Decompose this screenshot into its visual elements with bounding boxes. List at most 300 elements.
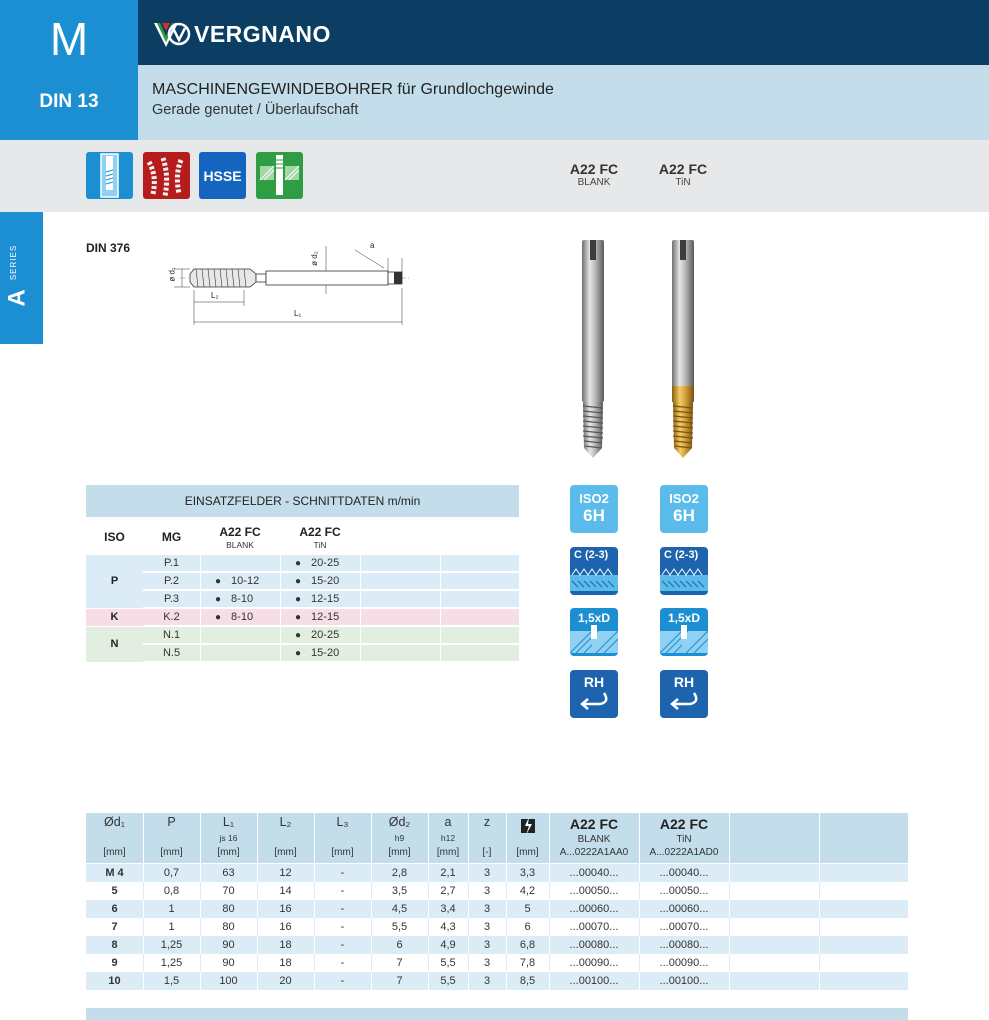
article-code-cell: ...00100... xyxy=(569,975,619,987)
tap-photo-blank xyxy=(578,236,608,461)
column-divider xyxy=(549,882,550,900)
cutting-speed-value: 15-20 xyxy=(311,575,340,587)
column-divider xyxy=(468,972,469,990)
column-divider xyxy=(360,573,361,590)
article-code-cell: ...00050... xyxy=(659,885,709,897)
brand-logo xyxy=(152,18,331,50)
recommended-dot-icon: ● xyxy=(295,630,302,641)
column-divider xyxy=(549,918,550,936)
drawing-label-l1: L₁ xyxy=(294,309,302,318)
article-code-cell: ...00090... xyxy=(569,957,619,969)
col-header-tin: A22 FC xyxy=(299,525,341,539)
column-header-label: Ød₂ xyxy=(388,815,411,829)
vergnano-logo-icon xyxy=(152,20,192,48)
column-divider xyxy=(280,609,281,626)
table-cell: 4,3 xyxy=(440,921,456,933)
column-divider xyxy=(371,936,372,954)
column-divider xyxy=(257,972,258,990)
table-cell: 5 xyxy=(524,903,531,915)
column-divider xyxy=(200,813,201,863)
column-divider xyxy=(819,936,820,954)
chamfer-label: C (2-3) xyxy=(664,549,699,561)
drawing-label-l2: L₂ xyxy=(211,291,219,300)
column-divider xyxy=(639,900,640,918)
depth-badge xyxy=(570,608,618,656)
tin-speed-cell xyxy=(280,627,360,644)
material-group-cell: P.3 xyxy=(163,593,180,605)
column-divider xyxy=(280,573,281,590)
column-divider xyxy=(143,864,144,882)
blank-speed-cell xyxy=(200,591,280,608)
blank-speed-cell xyxy=(200,573,280,590)
recommended-dot-icon: ● xyxy=(215,594,222,605)
table-cell: 5,5 xyxy=(391,921,408,933)
product-coating: TiN xyxy=(675,177,691,188)
column-divider xyxy=(440,555,441,572)
column-divider xyxy=(440,591,441,608)
column-divider xyxy=(280,555,281,572)
product-name: A22 FC xyxy=(569,161,619,177)
table-cell: 3 xyxy=(483,885,491,897)
thread-type-letter: M xyxy=(49,13,89,65)
cutting-data-row xyxy=(143,645,519,662)
material-group-cell: P.2 xyxy=(163,575,180,587)
recommended-dot-icon: ● xyxy=(295,558,302,569)
column-header-subtitle: h12 xyxy=(440,833,456,843)
table-row xyxy=(86,864,908,882)
table-cell: 100 xyxy=(219,975,238,987)
column-divider xyxy=(428,882,429,900)
table-cell: 20 xyxy=(279,975,292,987)
column-divider xyxy=(549,864,550,882)
recommended-dot-icon: ● xyxy=(295,594,302,605)
column-divider xyxy=(506,954,507,972)
table-cell: 6 xyxy=(524,921,531,933)
column-divider xyxy=(639,813,640,863)
cutting-speed-value: 8-10 xyxy=(231,593,254,605)
table-cell: - xyxy=(340,975,345,987)
column-divider xyxy=(506,864,507,882)
core-drill-icon xyxy=(520,817,536,838)
table-row xyxy=(86,954,908,972)
column-divider xyxy=(314,972,315,990)
depth-label: 1,5xD xyxy=(667,611,701,625)
depth-hole-icon xyxy=(660,625,708,653)
tap-technical-drawing xyxy=(160,238,420,333)
column-divider xyxy=(371,972,372,990)
recommended-dot-icon: ● xyxy=(295,576,302,587)
thread-size-cell: M 4 xyxy=(105,867,124,879)
depth-label: 1,5xD xyxy=(577,611,611,625)
drawing-label-d1: ø d₁ xyxy=(167,267,177,282)
column-divider xyxy=(819,864,820,882)
column-header-unit: [mm] xyxy=(160,847,183,858)
column-divider xyxy=(440,573,441,590)
column-divider xyxy=(428,972,429,990)
column-divider xyxy=(143,936,144,954)
table-cell: - xyxy=(340,903,345,915)
column-header-label: z xyxy=(483,815,491,829)
table-cell: - xyxy=(340,885,345,897)
table-cell: 3 xyxy=(483,939,491,951)
column-divider xyxy=(280,645,281,662)
column-divider xyxy=(428,864,429,882)
table-cell: 1 xyxy=(168,903,175,915)
cutting-speed-value: 15-20 xyxy=(311,647,340,659)
column-divider xyxy=(506,813,507,863)
tin-speed-cell xyxy=(280,645,360,662)
table-cell: 2,1 xyxy=(440,867,456,879)
column-divider xyxy=(819,972,820,990)
thread-size-cell: 9 xyxy=(111,957,118,969)
column-header-unit: A...0222A1AD0 xyxy=(649,847,719,858)
right-hand-arrow-icon xyxy=(660,690,708,712)
column-divider xyxy=(280,627,281,644)
table-cell: 6 xyxy=(396,939,403,951)
column-header-label: P xyxy=(167,815,176,829)
tolerance-value: 6H xyxy=(673,506,695,525)
article-code-cell: ...00040... xyxy=(569,867,619,879)
table-cell: 7,8 xyxy=(519,957,536,969)
direction-badge xyxy=(660,670,708,718)
column-divider xyxy=(819,918,820,936)
column-divider xyxy=(314,864,315,882)
column-divider xyxy=(314,936,315,954)
column-divider xyxy=(506,900,507,918)
column-divider xyxy=(371,864,372,882)
column-divider xyxy=(257,864,258,882)
col-header-blank-coating: BLANK xyxy=(226,540,254,550)
table-cell: 0,8 xyxy=(163,885,180,897)
article-code-cell: ...00090... xyxy=(659,957,709,969)
column-divider xyxy=(143,972,144,990)
column-header-unit: [mm] xyxy=(103,847,126,858)
tolerance-class: ISO2 xyxy=(579,491,609,506)
column-divider xyxy=(371,900,372,918)
table-cell: 70 xyxy=(222,885,235,897)
column-divider xyxy=(428,918,429,936)
column-divider xyxy=(371,918,372,936)
column-divider xyxy=(639,954,640,972)
column-divider xyxy=(257,918,258,936)
column-divider xyxy=(360,627,361,644)
table-cell: 18 xyxy=(279,957,292,969)
column-divider xyxy=(549,813,550,863)
series-letter: A xyxy=(3,289,31,307)
material-group-cell: P.1 xyxy=(163,557,180,569)
column-header-label: L₂ xyxy=(279,815,292,829)
product-name: A22 FC xyxy=(658,161,708,177)
product-title: MASCHINENGEWINDEBOHRER für Grundlochgewinde xyxy=(152,81,554,98)
column-header-subtitle: js 16 xyxy=(219,833,238,843)
table-cell: 8,5 xyxy=(519,975,536,987)
table-cell: 90 xyxy=(222,939,235,951)
column-divider xyxy=(639,972,640,990)
table-cell: 12 xyxy=(279,867,292,879)
column-divider xyxy=(639,882,640,900)
table-footer-bar xyxy=(86,1008,908,1020)
column-header-label: a xyxy=(444,815,452,829)
direction-badge xyxy=(570,670,618,718)
thread-size-cell: 6 xyxy=(111,903,118,915)
column-divider xyxy=(729,972,730,990)
material-group-cell: K.2 xyxy=(163,611,180,623)
chamfer-badge xyxy=(660,547,708,595)
iso-group-cell: N xyxy=(86,627,143,662)
table-row xyxy=(86,918,908,936)
column-divider xyxy=(506,882,507,900)
depth-badge xyxy=(660,608,708,656)
article-code-cell: ...00080... xyxy=(569,939,619,951)
column-divider xyxy=(819,954,820,972)
tolerance-value: 6H xyxy=(583,506,605,525)
material-group-cell: N.1 xyxy=(162,629,181,641)
table-cell: 16 xyxy=(279,921,292,933)
table-cell: 3,3 xyxy=(519,867,536,879)
table-cell: 3 xyxy=(483,921,491,933)
dimension-table-header xyxy=(86,813,908,863)
table-cell: 0,7 xyxy=(163,867,180,879)
chamfer-badge xyxy=(570,547,618,595)
column-header-subtitle: TiN xyxy=(676,834,692,845)
column-divider xyxy=(428,936,429,954)
table-cell: 18 xyxy=(279,939,292,951)
tin-speed-cell xyxy=(280,591,360,608)
table-cell: 7 xyxy=(396,975,403,987)
column-divider xyxy=(639,918,640,936)
table-cell: 16 xyxy=(279,903,292,915)
article-code-cell: ...00040... xyxy=(659,867,709,879)
right-hand-arrow-icon xyxy=(570,690,618,712)
table-cell: 5,5 xyxy=(440,957,456,969)
column-divider xyxy=(200,864,201,882)
column-divider xyxy=(200,918,201,936)
col-header-blank: A22 FC xyxy=(219,525,261,539)
depth-hole-icon xyxy=(570,625,618,653)
iso-group-cell: P xyxy=(86,555,143,608)
column-divider xyxy=(200,972,201,990)
series-label: SERIES xyxy=(9,244,19,281)
column-divider xyxy=(819,900,820,918)
cutting-speed-value: 20-25 xyxy=(311,629,340,641)
column-divider xyxy=(200,591,201,608)
column-divider xyxy=(314,954,315,972)
cutting-data-title: EINSATZFELDER - SCHNITTDATEN m/min xyxy=(86,485,519,517)
chamfer-thread-icon xyxy=(570,561,618,591)
recommended-dot-icon: ● xyxy=(295,648,302,659)
cutting-data-row xyxy=(143,555,519,572)
column-header-unit: [mm] xyxy=(217,847,240,858)
table-row xyxy=(86,972,908,990)
table-cell: 4,9 xyxy=(440,939,456,951)
column-divider xyxy=(819,882,820,900)
product-coating: BLANK xyxy=(577,177,611,188)
column-divider xyxy=(468,936,469,954)
column-divider xyxy=(200,555,201,572)
col-header-tin-coating: TiN xyxy=(313,540,327,550)
chamfer-thread-icon xyxy=(660,561,708,591)
column-divider xyxy=(360,645,361,662)
table-cell: 3,4 xyxy=(440,903,456,915)
thread-standard: DIN 13 xyxy=(39,91,99,112)
table-cell: 80 xyxy=(222,921,235,933)
column-divider xyxy=(639,936,640,954)
column-divider xyxy=(819,813,820,863)
column-divider xyxy=(549,936,550,954)
column-divider xyxy=(440,645,441,662)
article-code-cell: ...00050... xyxy=(569,885,619,897)
table-cell: - xyxy=(340,957,345,969)
tolerance-badge xyxy=(660,485,708,533)
column-header-subtitle: BLANK xyxy=(577,834,611,845)
thread-size-cell: 5 xyxy=(111,885,118,897)
column-header-unit: [-] xyxy=(482,847,492,858)
column-divider xyxy=(143,954,144,972)
drawing-label-a: a xyxy=(370,241,375,250)
col-header-mg: MG xyxy=(161,530,182,544)
column-divider xyxy=(468,882,469,900)
recommended-dot-icon: ● xyxy=(215,576,222,587)
column-divider xyxy=(360,591,361,608)
column-divider xyxy=(549,900,550,918)
column-divider xyxy=(143,813,144,863)
column-divider xyxy=(428,813,429,863)
blank-speed-cell xyxy=(200,645,280,662)
article-code-cell: ...00060... xyxy=(659,903,709,915)
column-header-unit: [mm] xyxy=(436,847,460,858)
cutting-data-row xyxy=(143,627,519,644)
drawing-label-d2: ø d₂ xyxy=(309,251,319,266)
direction-label: RH xyxy=(583,674,605,690)
column-divider xyxy=(729,882,730,900)
column-divider xyxy=(360,555,361,572)
column-divider xyxy=(506,972,507,990)
table-cell: 3 xyxy=(483,975,491,987)
column-divider xyxy=(257,900,258,918)
table-cell: 3 xyxy=(483,903,491,915)
drawing-standard: DIN 376 xyxy=(86,241,131,255)
article-code-cell: ...00060... xyxy=(569,903,619,915)
tolerance-badge xyxy=(570,485,618,533)
column-divider xyxy=(468,918,469,936)
column-divider xyxy=(440,609,441,626)
series-side-tab xyxy=(0,212,43,344)
column-header-subtitle: h9 xyxy=(394,833,405,843)
tin-speed-cell xyxy=(280,555,360,572)
table-cell: 2,7 xyxy=(440,885,456,897)
thread-size-cell: 8 xyxy=(111,939,118,951)
column-divider xyxy=(200,609,201,626)
column-divider xyxy=(468,864,469,882)
product-subtitle: Gerade genutet / Überlaufschaft xyxy=(152,102,359,118)
direction-label: RH xyxy=(673,674,695,690)
tin-speed-cell xyxy=(280,573,360,590)
column-divider xyxy=(200,627,201,644)
product-header-tin xyxy=(638,161,728,188)
table-cell: 90 xyxy=(222,957,235,969)
column-divider xyxy=(257,813,258,863)
column-divider xyxy=(440,627,441,644)
column-divider xyxy=(468,900,469,918)
column-header-unit: [mm] xyxy=(388,847,411,858)
table-row xyxy=(86,936,908,954)
blank-speed-cell xyxy=(200,627,280,644)
blind-hole-icon xyxy=(86,152,133,199)
table-cell: - xyxy=(340,921,345,933)
column-divider xyxy=(549,972,550,990)
table-cell: 4,2 xyxy=(519,885,536,897)
cutting-data-row xyxy=(143,609,519,626)
table-cell: 63 xyxy=(222,867,235,879)
table-cell: 2,8 xyxy=(391,867,408,879)
thread-size-cell: 10 xyxy=(108,975,121,987)
table-cell: 7 xyxy=(396,957,403,969)
column-header-label: Ød₁ xyxy=(104,815,125,829)
column-divider xyxy=(506,918,507,936)
tap-photo-tin xyxy=(668,236,698,461)
table-cell: 1,25 xyxy=(160,939,183,951)
material-group-cell: N.5 xyxy=(162,647,181,659)
column-header-label: L₃ xyxy=(336,815,349,829)
straight-flute-icon xyxy=(256,152,303,199)
column-header-label: A22 FC xyxy=(569,816,619,832)
column-divider xyxy=(506,936,507,954)
column-divider xyxy=(729,936,730,954)
column-divider xyxy=(729,918,730,936)
column-divider xyxy=(371,882,372,900)
column-divider xyxy=(360,609,361,626)
column-divider xyxy=(314,813,315,863)
table-cell: 4,5 xyxy=(391,903,408,915)
column-divider xyxy=(468,813,469,863)
product-header-blank xyxy=(549,161,639,188)
column-divider xyxy=(200,936,201,954)
column-divider xyxy=(729,954,730,972)
blank-speed-cell xyxy=(200,609,280,626)
table-cell: 80 xyxy=(222,903,235,915)
column-divider xyxy=(143,918,144,936)
column-header-label: L₁ xyxy=(222,815,235,829)
column-divider xyxy=(371,813,372,863)
column-divider xyxy=(314,882,315,900)
table-row xyxy=(86,882,908,900)
table-cell: 1,25 xyxy=(160,957,183,969)
column-divider xyxy=(371,954,372,972)
column-divider xyxy=(143,882,144,900)
cutting-speed-value: 10-12 xyxy=(231,575,260,587)
table-cell: 5,5 xyxy=(440,975,456,987)
column-divider xyxy=(257,882,258,900)
column-divider xyxy=(729,813,730,863)
column-divider xyxy=(549,954,550,972)
chip-form-icon xyxy=(143,152,190,199)
column-divider xyxy=(639,864,640,882)
tin-speed-cell xyxy=(280,609,360,626)
iso-group-cell: K xyxy=(86,609,143,626)
tolerance-class: ISO2 xyxy=(669,491,699,506)
article-code-cell: ...00100... xyxy=(659,975,709,987)
blank-speed-cell xyxy=(200,555,280,572)
column-divider xyxy=(729,864,730,882)
column-divider xyxy=(729,900,730,918)
cutting-speed-value: 12-15 xyxy=(311,611,340,623)
table-cell: 1 xyxy=(168,921,175,933)
article-code-cell: ...00080... xyxy=(659,939,709,951)
column-divider xyxy=(468,954,469,972)
column-divider xyxy=(314,900,315,918)
column-divider xyxy=(257,936,258,954)
column-divider xyxy=(200,645,201,662)
